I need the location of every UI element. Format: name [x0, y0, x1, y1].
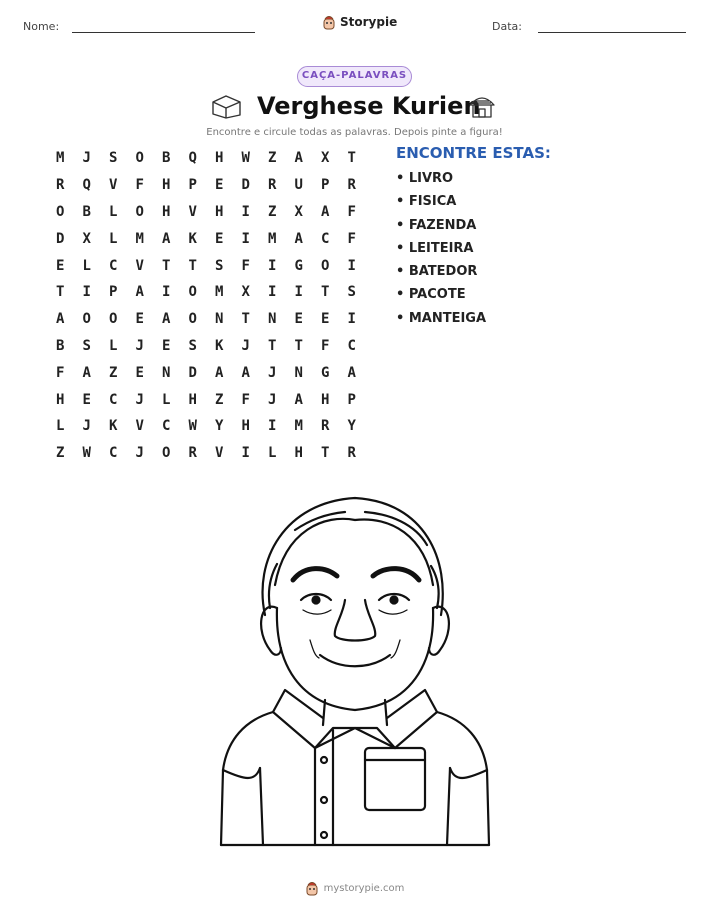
- grid-letter[interactable]: T: [321, 445, 330, 462]
- grid-letter[interactable]: R: [268, 177, 277, 194]
- grid-letter[interactable]: L: [82, 257, 91, 274]
- word-item: • PACOTE: [396, 287, 466, 303]
- grid-letter[interactable]: I: [268, 284, 277, 301]
- grid-letter[interactable]: I: [347, 257, 356, 274]
- grid-letter[interactable]: R: [321, 418, 330, 435]
- grid-letter[interactable]: D: [241, 177, 250, 194]
- grid-row: [47, 172, 365, 199]
- grid-letter[interactable]: I: [162, 284, 171, 301]
- grid-letter[interactable]: V: [135, 418, 144, 435]
- grid-letter[interactable]: H: [294, 445, 303, 462]
- hut-icon: [467, 92, 497, 120]
- grid-letter[interactable]: L: [109, 337, 118, 354]
- instructions: Encontre e circule todas as palavras. Depois pinte a figura!: [206, 127, 503, 138]
- grid-letter[interactable]: O: [162, 445, 171, 462]
- grid-letter[interactable]: A: [82, 364, 91, 381]
- grid-row: [47, 225, 365, 252]
- word-list-title: ENCONTRE ESTAS:: [396, 144, 551, 162]
- grid-letter[interactable]: A: [294, 150, 303, 167]
- storypie-mascot-icon: [305, 880, 319, 896]
- grid-letter[interactable]: P: [109, 284, 118, 301]
- grid-letter[interactable]: Z: [56, 445, 65, 462]
- grid-letter[interactable]: C: [109, 391, 118, 408]
- grid-letter[interactable]: P: [347, 391, 356, 408]
- grid-letter[interactable]: I: [241, 230, 250, 247]
- grid-letter[interactable]: Z: [215, 391, 224, 408]
- grid-letter[interactable]: J: [135, 391, 144, 408]
- grid-row: [47, 199, 365, 226]
- grid-letter[interactable]: E: [135, 364, 144, 381]
- grid-letter[interactable]: Q: [188, 150, 197, 167]
- grid-letter[interactable]: K: [215, 337, 224, 354]
- grid-letter[interactable]: R: [188, 445, 197, 462]
- date-label: Data:: [492, 20, 522, 33]
- grid-letter[interactable]: J: [82, 150, 91, 167]
- grid-letter[interactable]: J: [268, 364, 277, 381]
- grid-letter[interactable]: S: [82, 337, 91, 354]
- grid-row: [47, 145, 365, 172]
- grid-letter[interactable]: M: [294, 418, 303, 435]
- grid-letter[interactable]: I: [294, 284, 303, 301]
- grid-letter[interactable]: E: [294, 311, 303, 328]
- grid-letter[interactable]: F: [347, 230, 356, 247]
- storypie-mascot-icon: [322, 14, 336, 30]
- grid-letter[interactable]: A: [294, 230, 303, 247]
- grid-letter[interactable]: E: [162, 337, 171, 354]
- grid-letter[interactable]: D: [56, 230, 65, 247]
- grid-letter[interactable]: M: [56, 150, 65, 167]
- grid-letter[interactable]: P: [188, 177, 197, 194]
- grid-letter[interactable]: L: [56, 418, 65, 435]
- grid-letter[interactable]: M: [215, 284, 224, 301]
- grid-letter[interactable]: Y: [215, 418, 224, 435]
- grid-letter[interactable]: A: [347, 364, 356, 381]
- word-item: • BATEDOR: [396, 264, 478, 280]
- grid-letter[interactable]: T: [188, 257, 197, 274]
- grid-letter[interactable]: O: [109, 311, 118, 328]
- brand-name: Storypie: [340, 15, 398, 29]
- grid-row: [47, 413, 365, 440]
- date-line[interactable]: [538, 32, 686, 33]
- grid-letter[interactable]: X: [321, 150, 330, 167]
- grid-letter[interactable]: O: [135, 150, 144, 167]
- grid-letter[interactable]: H: [241, 418, 250, 435]
- grid-letter[interactable]: H: [215, 150, 224, 167]
- name-label: Nome:: [23, 20, 60, 33]
- grid-letter[interactable]: I: [347, 311, 356, 328]
- grid-letter[interactable]: L: [109, 203, 118, 220]
- grid-letter[interactable]: Q: [82, 177, 91, 194]
- grid-letter[interactable]: A: [135, 284, 144, 301]
- word-item: • LIVRO: [396, 171, 454, 186]
- grid-letter[interactable]: C: [347, 337, 356, 354]
- grid-letter[interactable]: R: [347, 445, 356, 462]
- grid-row: [47, 440, 365, 467]
- grid-letter[interactable]: R: [347, 177, 356, 194]
- grid-letter[interactable]: J: [241, 337, 250, 354]
- grid-letter[interactable]: H: [321, 391, 330, 408]
- grid-letter[interactable]: T: [162, 257, 171, 274]
- grid-letter[interactable]: A: [294, 391, 303, 408]
- milk-carton-icon: [210, 93, 243, 119]
- grid-letter[interactable]: S: [215, 257, 224, 274]
- grid-letter[interactable]: S: [188, 337, 197, 354]
- grid-letter[interactable]: B: [162, 150, 171, 167]
- grid-letter[interactable]: I: [268, 418, 277, 435]
- grid-letter[interactable]: C: [321, 230, 330, 247]
- grid-letter[interactable]: O: [56, 203, 65, 220]
- grid-letter[interactable]: K: [109, 418, 118, 435]
- word-search-grid[interactable]: [47, 145, 365, 467]
- grid-row: [47, 386, 365, 413]
- grid-letter[interactable]: G: [294, 257, 303, 274]
- grid-letter[interactable]: L: [268, 445, 277, 462]
- brand-logo: [322, 14, 397, 30]
- grid-letter[interactable]: W: [188, 418, 197, 435]
- grid-letter[interactable]: Z: [109, 364, 118, 381]
- word-item: • FAZENDA: [396, 217, 477, 233]
- grid-letter[interactable]: T: [268, 337, 277, 354]
- grid-letter[interactable]: O: [82, 311, 91, 328]
- grid-letter[interactable]: A: [215, 364, 224, 381]
- grid-letter[interactable]: U: [294, 177, 303, 194]
- grid-letter[interactable]: N: [268, 311, 277, 328]
- grid-letter[interactable]: P: [321, 177, 330, 194]
- grid-letter[interactable]: H: [215, 203, 224, 220]
- grid-letter[interactable]: V: [135, 257, 144, 274]
- grid-letter[interactable]: T: [321, 284, 330, 301]
- word-list: [396, 171, 486, 334]
- grid-letter[interactable]: Y: [347, 418, 356, 435]
- grid-letter[interactable]: I: [241, 445, 250, 462]
- grid-letter[interactable]: F: [347, 203, 356, 220]
- grid-letter[interactable]: G: [321, 364, 330, 381]
- grid-letter[interactable]: A: [162, 311, 171, 328]
- grid-letter[interactable]: J: [268, 391, 277, 408]
- grid-letter[interactable]: J: [135, 445, 144, 462]
- grid-letter[interactable]: K: [188, 230, 197, 247]
- grid-letter[interactable]: J: [135, 337, 144, 354]
- grid-letter[interactable]: O: [321, 257, 330, 274]
- grid-letter[interactable]: I: [82, 284, 91, 301]
- footer-url[interactable]: mystorypie.com: [323, 882, 405, 894]
- grid-letter[interactable]: L: [109, 230, 118, 247]
- grid-letter[interactable]: I: [241, 203, 250, 220]
- grid-letter[interactable]: F: [56, 364, 65, 381]
- grid-letter[interactable]: I: [268, 257, 277, 274]
- grid-letter[interactable]: F: [241, 391, 250, 408]
- grid-letter[interactable]: X: [294, 203, 303, 220]
- grid-letter[interactable]: C: [162, 418, 171, 435]
- grid-letter[interactable]: X: [82, 230, 91, 247]
- coloring-portrait[interactable]: [215, 490, 495, 850]
- grid-letter[interactable]: N: [162, 364, 171, 381]
- grid-letter[interactable]: E: [135, 311, 144, 328]
- grid-letter[interactable]: B: [82, 203, 91, 220]
- grid-letter[interactable]: T: [241, 311, 250, 328]
- grid-letter[interactable]: N: [215, 311, 224, 328]
- grid-letter[interactable]: J: [82, 418, 91, 435]
- grid-letter[interactable]: Z: [268, 203, 277, 220]
- grid-letter[interactable]: W: [241, 150, 250, 167]
- grid-letter[interactable]: C: [109, 257, 118, 274]
- word-item: • FISICA: [396, 194, 457, 210]
- grid-row: [47, 306, 365, 333]
- grid-letter[interactable]: H: [162, 177, 171, 194]
- grid-row: [47, 359, 365, 386]
- grid-letter[interactable]: F: [135, 177, 144, 194]
- grid-letter[interactable]: V: [188, 203, 197, 220]
- grid-letter[interactable]: N: [294, 364, 303, 381]
- grid-letter[interactable]: H: [188, 391, 197, 408]
- grid-letter[interactable]: T: [56, 284, 65, 301]
- grid-letter[interactable]: T: [294, 337, 303, 354]
- name-line[interactable]: [72, 32, 255, 33]
- grid-letter[interactable]: D: [188, 364, 197, 381]
- grid-letter[interactable]: B: [56, 337, 65, 354]
- grid-letter[interactable]: E: [215, 177, 224, 194]
- grid-letter[interactable]: W: [82, 445, 91, 462]
- grid-letter[interactable]: L: [162, 391, 171, 408]
- grid-letter[interactable]: H: [162, 203, 171, 220]
- word-item: • LEITEIRA: [396, 240, 474, 256]
- grid-letter[interactable]: F: [241, 257, 250, 274]
- grid-letter[interactable]: O: [188, 284, 197, 301]
- grid-letter[interactable]: F: [321, 337, 330, 354]
- grid-letter[interactable]: C: [109, 445, 118, 462]
- grid-letter[interactable]: R: [56, 177, 65, 194]
- grid-letter[interactable]: A: [162, 230, 171, 247]
- grid-letter[interactable]: T: [347, 150, 356, 167]
- grid-letter[interactable]: V: [109, 177, 118, 194]
- grid-row: [47, 333, 365, 360]
- grid-letter[interactable]: A: [241, 364, 250, 381]
- grid-letter[interactable]: A: [56, 311, 65, 328]
- grid-letter[interactable]: E: [56, 257, 65, 274]
- footer: [0, 880, 709, 896]
- grid-letter[interactable]: E: [321, 311, 330, 328]
- grid-letter[interactable]: S: [109, 150, 118, 167]
- grid-letter[interactable]: X: [241, 284, 250, 301]
- grid-letter[interactable]: V: [215, 445, 224, 462]
- grid-row: [47, 279, 365, 306]
- grid-letter[interactable]: A: [321, 203, 330, 220]
- grid-letter[interactable]: E: [215, 230, 224, 247]
- grid-letter[interactable]: M: [268, 230, 277, 247]
- grid-letter[interactable]: O: [135, 203, 144, 220]
- grid-letter[interactable]: M: [135, 230, 144, 247]
- grid-letter[interactable]: O: [188, 311, 197, 328]
- grid-letter[interactable]: Z: [268, 150, 277, 167]
- activity-badge: CAÇA-PALAVRAS: [297, 66, 412, 87]
- word-item: • MANTEIGA: [396, 310, 487, 326]
- grid-letter[interactable]: E: [82, 391, 91, 408]
- page-title: Verghese Kurien: [257, 92, 481, 120]
- grid-letter[interactable]: S: [347, 284, 356, 301]
- grid-row: [47, 252, 365, 279]
- grid-letter[interactable]: H: [56, 391, 65, 408]
